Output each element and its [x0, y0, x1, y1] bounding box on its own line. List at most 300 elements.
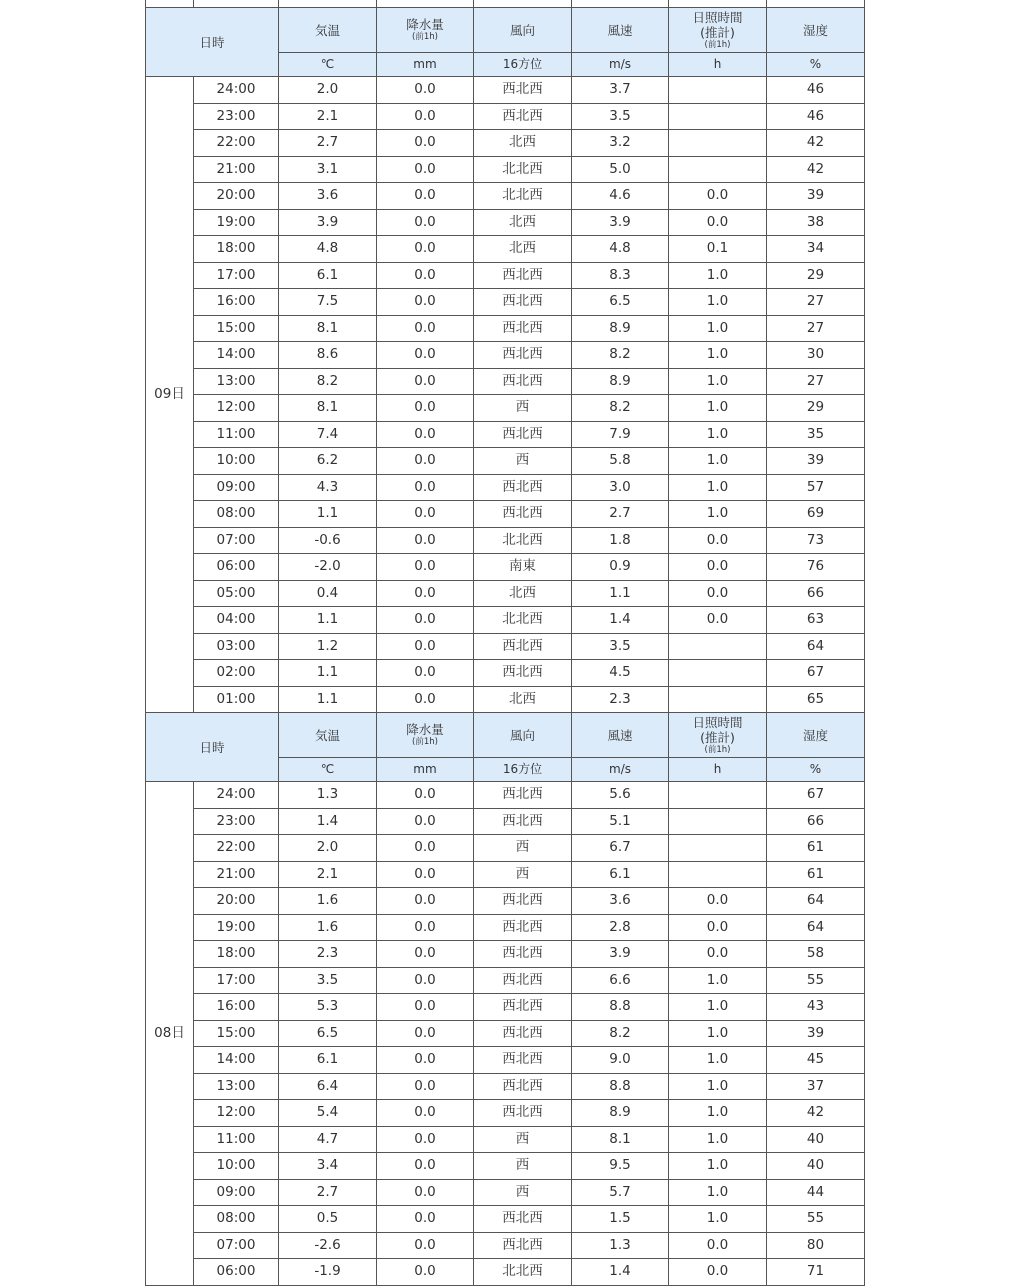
unit-sunshine: h [669, 53, 767, 77]
time-cell: 08:00 [194, 1206, 279, 1233]
wind-speed-cell: 8.3 [572, 262, 669, 289]
precipitation-cell: 0.0 [377, 527, 474, 554]
time-cell: 17:00 [194, 262, 279, 289]
time-cell: 12:00 [194, 1100, 279, 1127]
wind-speed-cell: 1.4 [572, 1259, 669, 1286]
time-cell: 06:00 [194, 1259, 279, 1286]
wind-direction-cell: 西北西 [474, 914, 572, 941]
previous-row-remnant [146, 0, 865, 8]
sunshine-cell [669, 808, 767, 835]
header-precipitation-sub: (前1h) [412, 32, 438, 42]
wind-direction-cell: 北北西 [474, 607, 572, 634]
table-row [146, 1100, 865, 1127]
table-row [146, 861, 865, 888]
table-row [146, 209, 865, 236]
table-row [146, 501, 865, 528]
wind-speed-cell: 6.1 [572, 861, 669, 888]
precipitation-cell: 0.0 [377, 914, 474, 941]
wind-speed-cell: 6.7 [572, 835, 669, 862]
sunshine-cell: 0.0 [669, 580, 767, 607]
humidity-cell: 66 [767, 808, 865, 835]
sunshine-cell: 1.0 [669, 1126, 767, 1153]
wind-speed-cell: 5.0 [572, 156, 669, 183]
humidity-cell: 30 [767, 342, 865, 369]
wind-direction-cell: 西 [474, 1126, 572, 1153]
humidity-cell: 39 [767, 183, 865, 210]
wind-speed-cell: 6.6 [572, 967, 669, 994]
time-cell: 20:00 [194, 888, 279, 915]
precipitation-cell: 0.0 [377, 130, 474, 157]
table-row [146, 130, 865, 157]
table-row [146, 633, 865, 660]
sunshine-cell: 0.0 [669, 607, 767, 634]
precipitation-cell: 0.0 [377, 262, 474, 289]
humidity-cell: 29 [767, 395, 865, 422]
temperature-cell: 6.4 [279, 1073, 377, 1100]
time-cell: 09:00 [194, 1179, 279, 1206]
table-row [146, 1232, 865, 1259]
temperature-cell: -2.0 [279, 554, 377, 581]
humidity-cell: 45 [767, 1047, 865, 1074]
temperature-cell: 5.4 [279, 1100, 377, 1127]
precipitation-cell: 0.0 [377, 474, 474, 501]
temperature-cell: 4.8 [279, 236, 377, 263]
wind-speed-cell: 1.8 [572, 527, 669, 554]
temperature-cell: 8.2 [279, 368, 377, 395]
precipitation-cell: 0.0 [377, 941, 474, 968]
humidity-cell: 42 [767, 130, 865, 157]
wind-speed-cell: 3.2 [572, 130, 669, 157]
header-sunshine [669, 713, 767, 758]
humidity-cell: 29 [767, 262, 865, 289]
humidity-cell: 35 [767, 421, 865, 448]
time-cell: 14:00 [194, 1047, 279, 1074]
temperature-cell: 6.1 [279, 262, 377, 289]
humidity-cell: 37 [767, 1073, 865, 1100]
temperature-cell: 2.7 [279, 1179, 377, 1206]
wind-direction-cell: 北北西 [474, 156, 572, 183]
wind-direction-cell: 西北西 [474, 421, 572, 448]
time-cell: 08:00 [194, 501, 279, 528]
temperature-cell: 1.1 [279, 660, 377, 687]
precipitation-cell: 0.0 [377, 1232, 474, 1259]
wind-direction-cell: 西北西 [474, 289, 572, 316]
time-cell: 14:00 [194, 342, 279, 369]
temperature-cell: 4.3 [279, 474, 377, 501]
precipitation-cell: 0.0 [377, 421, 474, 448]
precipitation-cell: 0.0 [377, 395, 474, 422]
sunshine-cell [669, 633, 767, 660]
humidity-cell: 27 [767, 289, 865, 316]
humidity-cell: 71 [767, 1259, 865, 1286]
humidity-cell: 42 [767, 156, 865, 183]
unit-humidity: % [767, 53, 865, 77]
table-row [146, 395, 865, 422]
sunshine-cell: 1.0 [669, 395, 767, 422]
wind-speed-cell: 8.2 [572, 342, 669, 369]
table-row [146, 580, 865, 607]
temperature-cell: 0.5 [279, 1206, 377, 1233]
precipitation-cell: 0.0 [377, 236, 474, 263]
time-cell: 15:00 [194, 315, 279, 342]
table-row [146, 554, 865, 581]
table-row [146, 808, 865, 835]
wind-speed-cell: 8.9 [572, 368, 669, 395]
wind-direction-cell: 西北西 [474, 501, 572, 528]
humidity-cell: 43 [767, 994, 865, 1021]
sunshine-cell: 1.0 [669, 1020, 767, 1047]
precipitation-cell: 0.0 [377, 368, 474, 395]
sunshine-cell: 1.0 [669, 1047, 767, 1074]
wind-speed-cell: 4.6 [572, 183, 669, 210]
precipitation-cell: 0.0 [377, 183, 474, 210]
precipitation-cell: 0.0 [377, 448, 474, 475]
precipitation-cell: 0.0 [377, 686, 474, 713]
header-precipitation: 降水量 (前1h) [377, 8, 474, 53]
temperature-cell: 3.4 [279, 1153, 377, 1180]
time-cell: 18:00 [194, 236, 279, 263]
wind-direction-cell: 西北西 [474, 941, 572, 968]
wind-direction-cell: 西北西 [474, 1206, 572, 1233]
wind-direction-cell: 西 [474, 835, 572, 862]
header-sunshine-line2: (推計) [700, 729, 735, 745]
wind-direction-cell: 西北西 [474, 888, 572, 915]
time-cell: 23:00 [194, 103, 279, 130]
precipitation-cell: 0.0 [377, 808, 474, 835]
time-cell: 12:00 [194, 395, 279, 422]
wind-direction-cell: 西北西 [474, 808, 572, 835]
wind-speed-cell: 5.8 [572, 448, 669, 475]
temperature-cell: 7.5 [279, 289, 377, 316]
header-wind-direction: 風向 [474, 8, 572, 53]
sunshine-cell: 1.0 [669, 1179, 767, 1206]
humidity-cell: 38 [767, 209, 865, 236]
temperature-cell: 2.0 [279, 835, 377, 862]
wind-speed-cell: 9.5 [572, 1153, 669, 1180]
sunshine-cell: 1.0 [669, 289, 767, 316]
header-humidity: 湿度 [767, 713, 865, 758]
precipitation-cell: 0.0 [377, 660, 474, 687]
day-cell: 08日 [146, 782, 194, 1286]
table-row [146, 660, 865, 687]
sunshine-cell: 1.0 [669, 262, 767, 289]
wind-speed-cell: 8.8 [572, 994, 669, 1021]
humidity-cell: 46 [767, 77, 865, 104]
time-cell: 11:00 [194, 421, 279, 448]
precipitation-cell: 0.0 [377, 1126, 474, 1153]
header-temperature: 気温 [279, 713, 377, 758]
wind-direction-cell: 西北西 [474, 103, 572, 130]
wind-direction-cell: 北西 [474, 130, 572, 157]
time-cell: 15:00 [194, 1020, 279, 1047]
temperature-cell: 8.6 [279, 342, 377, 369]
humidity-cell: 80 [767, 1232, 865, 1259]
unit-wind-direction: 16方位 [474, 53, 572, 77]
unit-temperature: ℃ [279, 53, 377, 77]
time-cell: 18:00 [194, 941, 279, 968]
unit-wind-direction: 16方位 [474, 758, 572, 782]
sunshine-cell: 1.0 [669, 421, 767, 448]
header-humidity: 湿度 [767, 8, 865, 53]
table-row [146, 607, 865, 634]
temperature-cell: 6.5 [279, 1020, 377, 1047]
temperature-cell: 6.1 [279, 1047, 377, 1074]
unit-sunshine: h [669, 758, 767, 782]
wind-speed-cell: 5.1 [572, 808, 669, 835]
temperature-cell: 2.0 [279, 77, 377, 104]
precipitation-cell: 0.0 [377, 994, 474, 1021]
sunshine-cell: 1.0 [669, 315, 767, 342]
sunshine-cell [669, 835, 767, 862]
time-cell: 17:00 [194, 967, 279, 994]
time-cell: 09:00 [194, 474, 279, 501]
humidity-cell: 67 [767, 660, 865, 687]
table-body [146, 0, 865, 1285]
table-row [146, 368, 865, 395]
temperature-cell: -1.9 [279, 1259, 377, 1286]
table-row [146, 782, 865, 809]
table-row [146, 914, 865, 941]
wind-direction-cell: 北北西 [474, 183, 572, 210]
precipitation-cell: 0.0 [377, 77, 474, 104]
unit-wind-speed: m/s [572, 53, 669, 77]
humidity-cell: 63 [767, 607, 865, 634]
temperature-cell: 3.6 [279, 183, 377, 210]
table-row [146, 1020, 865, 1047]
precipitation-cell: 0.0 [377, 1259, 474, 1286]
temperature-cell: 0.4 [279, 580, 377, 607]
humidity-cell: 27 [767, 368, 865, 395]
table-row [146, 527, 865, 554]
sunshine-cell: 0.0 [669, 527, 767, 554]
wind-direction-cell: 北西 [474, 686, 572, 713]
humidity-cell: 76 [767, 554, 865, 581]
sunshine-cell: 0.1 [669, 236, 767, 263]
sunshine-cell: 0.0 [669, 1259, 767, 1286]
precipitation-cell: 0.0 [377, 607, 474, 634]
header-datetime: 日時 [146, 713, 279, 782]
sunshine-cell: 0.0 [669, 888, 767, 915]
time-cell: 04:00 [194, 607, 279, 634]
wind-direction-cell: 西 [474, 861, 572, 888]
table-row [146, 342, 865, 369]
humidity-cell: 40 [767, 1126, 865, 1153]
wind-direction-cell: 北西 [474, 209, 572, 236]
table-row [146, 183, 865, 210]
table-row [146, 474, 865, 501]
header-sunshine-line1: 日照時間 [692, 714, 743, 730]
time-cell: 01:00 [194, 686, 279, 713]
sunshine-cell [669, 660, 767, 687]
sunshine-cell [669, 103, 767, 130]
precipitation-cell: 0.0 [377, 103, 474, 130]
temperature-cell: 8.1 [279, 395, 377, 422]
precipitation-cell: 0.0 [377, 782, 474, 809]
header-precipitation: 降水量 (前1h) [377, 713, 474, 758]
temperature-cell: 1.1 [279, 686, 377, 713]
humidity-cell: 67 [767, 782, 865, 809]
temperature-cell: 2.1 [279, 103, 377, 130]
wind-speed-cell: 8.2 [572, 395, 669, 422]
wind-direction-cell: 北西 [474, 580, 572, 607]
sunshine-cell [669, 156, 767, 183]
humidity-cell: 40 [767, 1153, 865, 1180]
time-cell: 13:00 [194, 368, 279, 395]
wind-direction-cell: 西北西 [474, 262, 572, 289]
sunshine-cell: 1.0 [669, 1206, 767, 1233]
table-row [146, 967, 865, 994]
wind-speed-cell: 8.1 [572, 1126, 669, 1153]
precipitation-cell: 0.0 [377, 861, 474, 888]
header-sunshine-line1: 日照時間 [692, 9, 743, 25]
sunshine-cell: 1.0 [669, 1153, 767, 1180]
temperature-cell: 2.7 [279, 130, 377, 157]
precipitation-cell: 0.0 [377, 580, 474, 607]
temperature-cell: 1.3 [279, 782, 377, 809]
wind-direction-cell: 西北西 [474, 633, 572, 660]
wind-speed-cell: 4.5 [572, 660, 669, 687]
wind-direction-cell: 北北西 [474, 527, 572, 554]
wind-speed-cell: 8.9 [572, 315, 669, 342]
precipitation-cell: 0.0 [377, 342, 474, 369]
header-datetime: 日時 [146, 8, 279, 77]
wind-speed-cell: 8.8 [572, 1073, 669, 1100]
precipitation-cell: 0.0 [377, 1153, 474, 1180]
wind-direction-cell: 西北西 [474, 1020, 572, 1047]
table-row [146, 236, 865, 263]
wind-direction-cell: 西北西 [474, 368, 572, 395]
precipitation-cell: 0.0 [377, 554, 474, 581]
sunshine-cell: 1.0 [669, 967, 767, 994]
temperature-cell: 1.2 [279, 633, 377, 660]
temperature-cell: 7.4 [279, 421, 377, 448]
sunshine-cell [669, 130, 767, 157]
sunshine-cell: 1.0 [669, 1073, 767, 1100]
wind-direction-cell: 西北西 [474, 315, 572, 342]
temperature-cell: 6.2 [279, 448, 377, 475]
sunshine-cell [669, 782, 767, 809]
time-cell: 11:00 [194, 1126, 279, 1153]
table-row [146, 835, 865, 862]
temperature-cell: 3.5 [279, 967, 377, 994]
header-temperature: 気温 [279, 8, 377, 53]
wind-speed-cell: 4.8 [572, 236, 669, 263]
humidity-cell: 61 [767, 835, 865, 862]
table-row [146, 77, 865, 104]
sunshine-cell: 1.0 [669, 1100, 767, 1127]
wind-direction-cell: 西北西 [474, 77, 572, 104]
sunshine-cell: 0.0 [669, 554, 767, 581]
humidity-cell: 57 [767, 474, 865, 501]
humidity-cell: 46 [767, 103, 865, 130]
time-cell: 13:00 [194, 1073, 279, 1100]
wind-direction-cell: 西北西 [474, 1073, 572, 1100]
time-cell: 10:00 [194, 448, 279, 475]
wind-speed-cell: 3.9 [572, 209, 669, 236]
wind-speed-cell: 1.3 [572, 1232, 669, 1259]
table-row [146, 941, 865, 968]
humidity-cell: 64 [767, 633, 865, 660]
wind-direction-cell: 北西 [474, 236, 572, 263]
time-cell: 16:00 [194, 994, 279, 1021]
header-wind-direction: 風向 [474, 713, 572, 758]
table-row [146, 156, 865, 183]
sunshine-cell: 1.0 [669, 501, 767, 528]
temperature-cell: 5.3 [279, 994, 377, 1021]
temperature-cell: 1.4 [279, 808, 377, 835]
wind-direction-cell: 西北西 [474, 1232, 572, 1259]
sunshine-cell [669, 861, 767, 888]
precipitation-cell: 0.0 [377, 1073, 474, 1100]
sunshine-cell: 1.0 [669, 368, 767, 395]
header-sunshine-line2: (推計) [700, 24, 735, 40]
wind-speed-cell: 1.1 [572, 580, 669, 607]
sunshine-cell: 0.0 [669, 209, 767, 236]
table-row [146, 262, 865, 289]
temperature-cell: 1.6 [279, 914, 377, 941]
precipitation-cell: 0.0 [377, 835, 474, 862]
header-sunshine [669, 8, 767, 53]
humidity-cell: 61 [767, 861, 865, 888]
temperature-cell: 4.7 [279, 1126, 377, 1153]
table-row [146, 315, 865, 342]
humidity-cell: 44 [767, 1179, 865, 1206]
header-wind-speed: 風速 [572, 8, 669, 53]
wind-direction-cell: 西北西 [474, 342, 572, 369]
wind-speed-cell: 3.0 [572, 474, 669, 501]
time-cell: 19:00 [194, 914, 279, 941]
humidity-cell: 58 [767, 941, 865, 968]
wind-direction-cell: 西 [474, 395, 572, 422]
wind-speed-cell: 2.8 [572, 914, 669, 941]
wind-speed-cell: 2.3 [572, 686, 669, 713]
time-cell: 21:00 [194, 861, 279, 888]
wind-direction-cell: 西 [474, 1153, 572, 1180]
time-cell: 20:00 [194, 183, 279, 210]
precipitation-cell: 0.0 [377, 1206, 474, 1233]
unit-wind-speed: m/s [572, 758, 669, 782]
time-cell: 02:00 [194, 660, 279, 687]
wind-speed-cell: 8.9 [572, 1100, 669, 1127]
time-cell: 03:00 [194, 633, 279, 660]
sunshine-cell: 0.0 [669, 1232, 767, 1259]
temperature-cell: 8.1 [279, 315, 377, 342]
time-cell: 16:00 [194, 289, 279, 316]
time-cell: 05:00 [194, 580, 279, 607]
unit-temperature: ℃ [279, 758, 377, 782]
header-sunshine-sub: (前1h) [704, 39, 731, 50]
header-sunshine-sub: (前1h) [704, 744, 731, 755]
wind-direction-cell: 西北西 [474, 1100, 572, 1127]
weather-table-container [145, 0, 864, 1286]
humidity-cell: 27 [767, 315, 865, 342]
wind-speed-cell: 3.6 [572, 888, 669, 915]
header-row [146, 8, 865, 53]
wind-direction-cell: 西北西 [474, 994, 572, 1021]
table-row [146, 1047, 865, 1074]
humidity-cell: 39 [767, 1020, 865, 1047]
sunshine-cell [669, 77, 767, 104]
sunshine-cell: 1.0 [669, 994, 767, 1021]
humidity-cell: 73 [767, 527, 865, 554]
temperature-cell: 2.3 [279, 941, 377, 968]
wind-speed-cell: 1.5 [572, 1206, 669, 1233]
table-row [146, 448, 865, 475]
humidity-cell: 64 [767, 914, 865, 941]
precipitation-cell: 0.0 [377, 967, 474, 994]
time-cell: 10:00 [194, 1153, 279, 1180]
temperature-cell: 1.1 [279, 501, 377, 528]
